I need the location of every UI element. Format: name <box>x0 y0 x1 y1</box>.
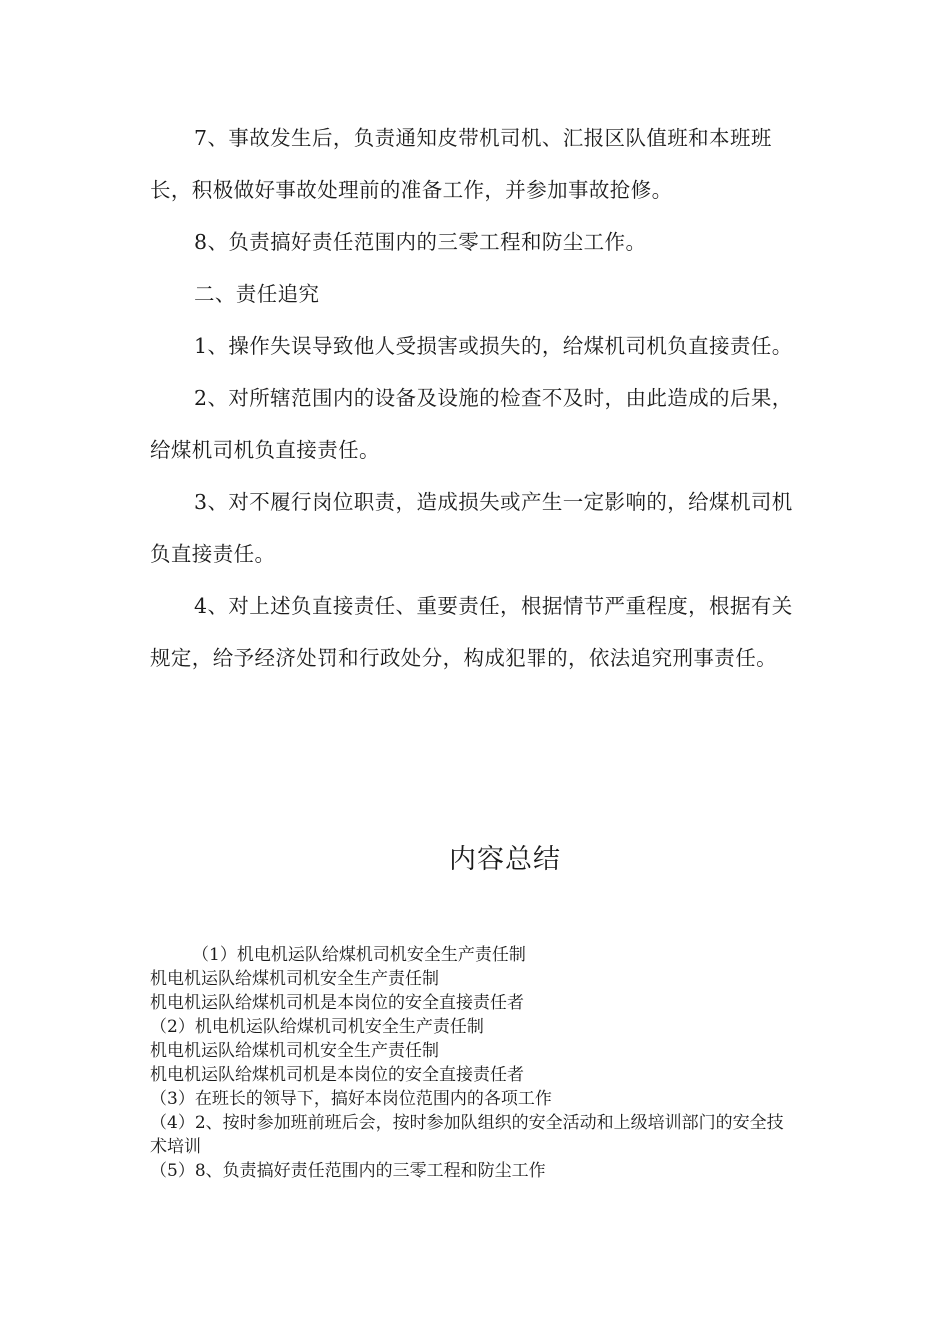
paragraph-accountability-1: 1、操作失误导致他人受损害或损失的，给煤机司机负直接责任。 <box>194 334 793 358</box>
paragraph-item-8: 8、负责搞好责任范围内的三零工程和防尘工作。 <box>194 230 647 254</box>
summary-list <box>150 943 800 1183</box>
summary-line: 机电机运队给煤机司机安全生产责任制 <box>150 969 439 989</box>
summary-line: 机电机运队给煤机司机是本岗位的安全直接责任者 <box>150 1065 524 1085</box>
summary-line: （5）8、负责搞好责任范围内的三零工程和防尘工作 <box>150 1161 546 1181</box>
section-heading: 二、责任追究 <box>194 282 320 306</box>
summary-line: 机电机运队给煤机司机是本岗位的安全直接责任者 <box>150 993 524 1013</box>
paragraph-accountability-2: 2、对所辖范围内的设备及设施的检查不及时，由此造成的后果，给煤机司机负直接责任。 <box>150 386 793 462</box>
summary-line: 机电机运队给煤机司机安全生产责任制 <box>150 1041 439 1061</box>
summary-title: 内容总结 <box>449 844 561 875</box>
summary-line: （4）2、按时参加班前班后会，按时参加队组织的安全活动和上级培训部门的安全技术培训 <box>150 1113 784 1157</box>
summary-line: （1）机电机运队给煤机司机安全生产责任制 <box>192 945 526 965</box>
paragraph-accountability-4: 4、对上述负直接责任、重要责任，根据情节严重程度，根据有关规定，给予经济处罚和行政处分，构成犯罪的，依法追究刑事责任。 <box>150 594 793 670</box>
body-text <box>150 112 798 684</box>
summary-line: （2）机电机运队给煤机司机安全生产责任制 <box>150 1017 484 1037</box>
summary-line: （3）在班长的领导下，搞好本岗位范围内的各项工作 <box>150 1089 552 1109</box>
paragraph-item-7: 7、事故发生后，负责通知皮带机司机、汇报区队值班和本班班长，积极做好事故处理前的准备工作，并参加事故抢修。 <box>150 126 772 202</box>
paragraph-accountability-3: 3、对不履行岗位职责，造成损失或产生一定影响的，给煤机司机负直接责任。 <box>150 490 793 566</box>
